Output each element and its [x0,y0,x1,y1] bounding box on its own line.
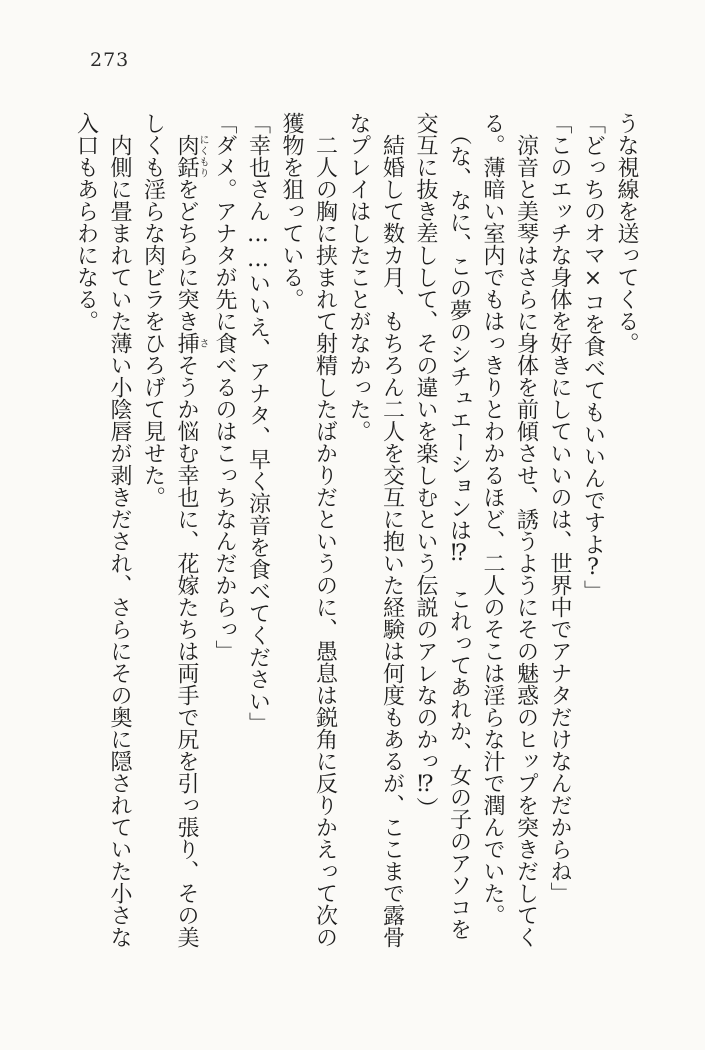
ruby-annotated-word: 挿さ [174,332,208,354]
paragraph-continuation: うな視線を送ってくる。 [614,112,639,354]
paragraph-dialogue: 「このエッチな身体を好きにしていいのは、世界中でアナタだけなんだからね」 [547,112,572,904]
paragraph-dialogue: 「ダメ。アナタが先に食べるのはこっちなんだからっ」 [212,112,237,662]
paragraph-narration: 肉銛にくもりをどちらに突き挿さそうか悩む幸也に、花嫁たちは両手で尻を引っ張り、その美しくも淫らな肉ビラをひろげて見せた。 [140,112,208,948]
paragraph-dialogue: 「どっちのオマ×コを食べてもいいんですよ?」 [580,112,606,602]
paragraph-narration: 二人の胸に挟まれて射精したばかりだというのに、愚息は鋭角に反りかえって次の獲物を狙っている。 [279,112,338,948]
ruby-annotated-word: 肉銛にくもり [174,134,208,178]
page-number: 273 [90,49,130,71]
paragraph-narration: 涼音と美琴はさらに身体を前傾させ、誘うようにその魅惑のヒップを突きだしてくる。薄暗い室内でもはっきりとわかるほど、二人のそこは淫らな汁で潤んでいた。 [480,112,539,948]
vertical-text-block [59,112,643,952]
paragraph-narration: 内側に畳まれていた薄い小陰唇が剥きだされ、さらにその奥に隠されていた小さな入口もあらわになる。 [73,112,132,948]
paragraph-narration: 結婚して数カ月、もちろん二人を交互に抱いた経験は何度もあるが、ここまで露骨なプレイはしたことがなかった。 [346,112,405,948]
paragraph-dialogue: 「幸也さん……いいえ、アナタ、早く涼音を食べてください」 [245,112,271,734]
paragraph-narration: （な、なに、この夢のシチュエーションは⁉ これってあれか、女の子のアソコを交互に抜き差しして、その違いを楽しむという伝説のアレなのかっ⁉） [413,112,472,940]
